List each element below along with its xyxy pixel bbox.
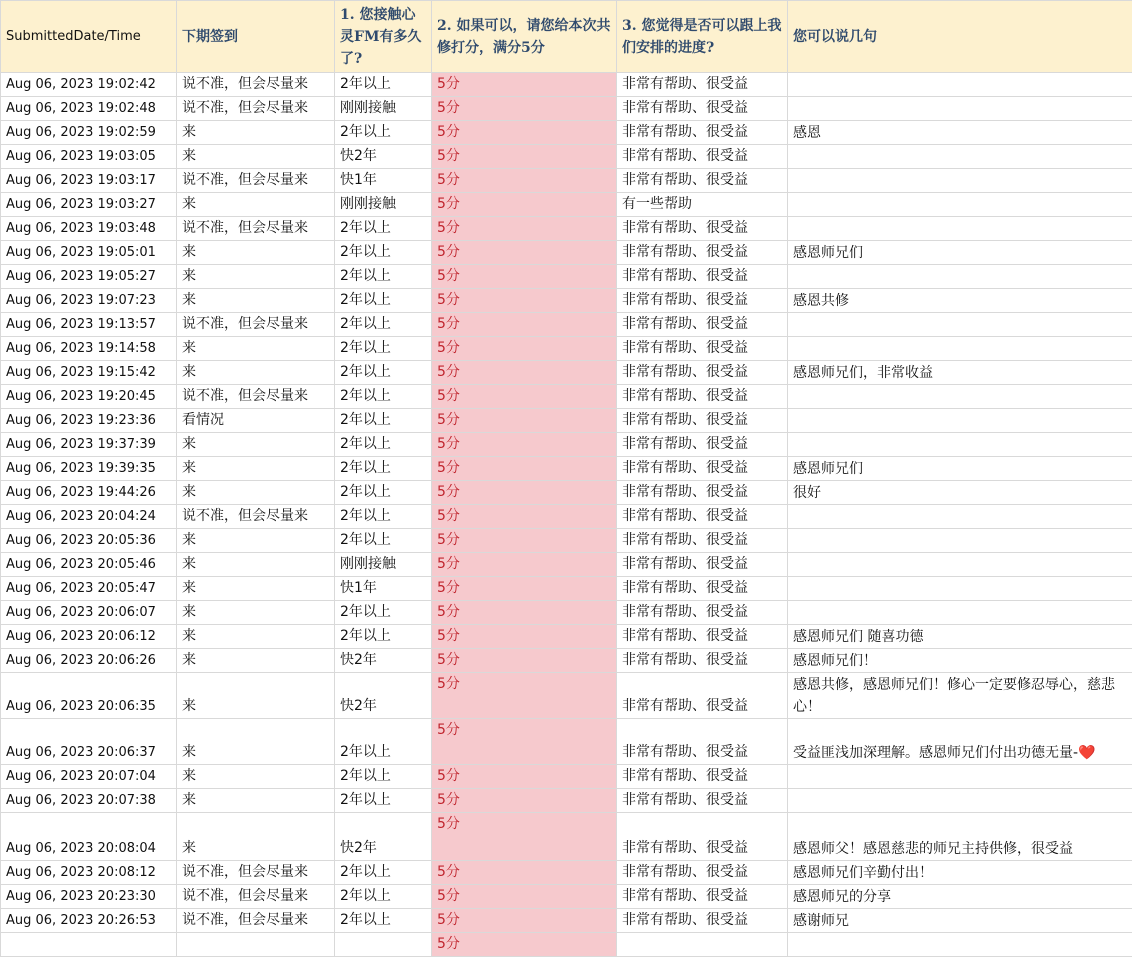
attend-cell[interactable]: 来 [177,789,335,813]
pace-cell[interactable]: 非常有帮助、很受益 [617,409,788,433]
table-row [1,217,1132,241]
table-row [1,577,1132,601]
pace-cell[interactable]: 非常有帮助、很受益 [617,265,788,289]
score-cell[interactable]: 5分 [432,625,617,649]
duration-cell[interactable]: 2年以上 [335,409,432,433]
score-cell[interactable]: 5分 [432,73,617,97]
table-row [1,909,1132,933]
comment-cell[interactable]: 感恩师兄们！ [788,649,1132,673]
attend-cell[interactable]: 来 [177,457,335,481]
table-row [1,649,1132,673]
pace-cell[interactable]: 非常有帮助、很受益 [617,505,788,529]
pace-cell[interactable]: 非常有帮助、很受益 [617,313,788,337]
pace-cell[interactable] [617,933,788,957]
attend-cell[interactable]: 说不准，但会尽量来 [177,169,335,193]
comment-cell[interactable] [788,169,1132,193]
table-row [1,97,1132,121]
duration-cell[interactable]: 2年以上 [335,361,432,385]
table-row [1,885,1132,909]
comment-cell[interactable] [788,193,1132,217]
score-cell[interactable]: 5分 [432,433,617,457]
duration-cell[interactable]: 2年以上 [335,719,432,765]
date-cell[interactable]: Aug 06, 2023 20:06:12 [1,625,177,649]
comment-cell[interactable]: 感恩师父！感恩慈悲的师兄主持供修，很受益 [788,813,1132,861]
duration-cell[interactable]: 2年以上 [335,217,432,241]
date-cell[interactable]: Aug 06, 2023 19:39:35 [1,457,177,481]
table-row [1,433,1132,457]
pace-cell[interactable]: 有一些帮助 [617,193,788,217]
duration-cell[interactable]: 快2年 [335,145,432,169]
attend-cell[interactable]: 来 [177,625,335,649]
date-cell[interactable]: Aug 06, 2023 19:37:39 [1,433,177,457]
score-cell[interactable]: 5分 [432,457,617,481]
pace-cell[interactable]: 非常有帮助、很受益 [617,337,788,361]
score-cell[interactable]: 5分 [432,289,617,313]
table-row [1,193,1132,217]
date-cell[interactable]: Aug 06, 2023 20:06:07 [1,601,177,625]
date-cell[interactable]: Aug 06, 2023 20:06:35 [1,673,177,719]
col-header-duration[interactable]: 1. 您接触心灵FM有多久了? [335,1,432,73]
score-cell[interactable]: 5分 [432,265,617,289]
duration-cell[interactable]: 2年以上 [335,885,432,909]
header-row [1,1,1132,73]
score-cell[interactable]: 5分 [432,169,617,193]
attend-cell[interactable]: 来 [177,289,335,313]
score-cell[interactable]: 5分 [432,193,617,217]
attend-cell[interactable]: 来 [177,361,335,385]
score-cell[interactable]: 5分 [432,481,617,505]
duration-cell[interactable]: 快2年 [335,813,432,861]
attend-cell[interactable]: 来 [177,241,335,265]
score-cell[interactable]: 5分 [432,719,617,765]
comment-cell[interactable] [788,73,1132,97]
pace-cell[interactable]: 非常有帮助、很受益 [617,481,788,505]
score-cell[interactable]: 5分 [432,385,617,409]
duration-cell[interactable]: 刚刚接触 [335,553,432,577]
attend-cell[interactable]: 说不准，但会尽量来 [177,861,335,885]
table-row [1,529,1132,553]
comment-cell[interactable] [788,145,1132,169]
date-cell[interactable]: Aug 06, 2023 19:05:01 [1,241,177,265]
attend-cell[interactable]: 说不准，但会尽量来 [177,385,335,409]
date-cell[interactable]: Aug 06, 2023 19:15:42 [1,361,177,385]
date-cell[interactable]: Aug 06, 2023 20:06:26 [1,649,177,673]
date-cell[interactable]: Aug 06, 2023 19:03:27 [1,193,177,217]
duration-cell[interactable]: 2年以上 [335,73,432,97]
duration-cell[interactable]: 2年以上 [335,241,432,265]
date-cell[interactable]: Aug 06, 2023 19:07:23 [1,289,177,313]
attend-cell[interactable]: 来 [177,121,335,145]
comment-cell[interactable] [788,337,1132,361]
pace-cell[interactable]: 非常有帮助、很受益 [617,577,788,601]
duration-cell[interactable]: 快1年 [335,169,432,193]
date-cell[interactable]: Aug 06, 2023 19:23:36 [1,409,177,433]
comment-cell[interactable] [788,385,1132,409]
score-cell[interactable]: 5分 [432,789,617,813]
attend-cell[interactable]: 来 [177,481,335,505]
pace-cell[interactable]: 非常有帮助、很受益 [617,673,788,719]
duration-cell[interactable]: 2年以上 [335,337,432,361]
score-cell[interactable]: 5分 [432,337,617,361]
duration-cell[interactable]: 2年以上 [335,385,432,409]
pace-cell[interactable]: 非常有帮助、很受益 [617,241,788,265]
table-row [1,145,1132,169]
duration-cell[interactable]: 2年以上 [335,313,432,337]
comment-cell[interactable]: 感恩共修 [788,289,1132,313]
col-header-pace[interactable]: 3. 您觉得是否可以跟上我们安排的进度? [617,1,788,73]
date-cell[interactable]: Aug 06, 2023 20:23:30 [1,885,177,909]
score-cell[interactable]: 5分 [432,505,617,529]
date-cell[interactable]: Aug 06, 2023 20:08:04 [1,813,177,861]
table-row [1,861,1132,885]
duration-cell[interactable]: 2年以上 [335,861,432,885]
date-cell[interactable]: Aug 06, 2023 20:05:36 [1,529,177,553]
score-cell[interactable]: 5分 [432,861,617,885]
table-row [1,505,1132,529]
pace-cell[interactable]: 非常有帮助、很受益 [617,553,788,577]
pace-cell[interactable]: 非常有帮助、很受益 [617,885,788,909]
duration-cell[interactable]: 快2年 [335,673,432,719]
table-row [1,121,1132,145]
pace-cell[interactable]: 非常有帮助、很受益 [617,145,788,169]
attend-cell[interactable]: 说不准，但会尽量来 [177,885,335,909]
duration-cell[interactable]: 2年以上 [335,505,432,529]
attend-cell[interactable] [177,933,335,957]
date-cell[interactable]: Aug 06, 2023 19:44:26 [1,481,177,505]
duration-cell[interactable]: 刚刚接触 [335,193,432,217]
comment-cell[interactable] [788,265,1132,289]
date-cell[interactable]: Aug 06, 2023 19:13:57 [1,313,177,337]
attend-cell[interactable]: 说不准，但会尽量来 [177,97,335,121]
pace-cell[interactable]: 非常有帮助、很受益 [617,909,788,933]
comment-cell[interactable]: 很好 [788,481,1132,505]
score-cell[interactable]: 5分 [432,813,617,861]
pace-cell[interactable]: 非常有帮助、很受益 [617,169,788,193]
comment-cell[interactable]: 受益匪浅加深理解。感恩师兄们付出功德无量-❤️ [788,719,1132,765]
date-cell[interactable]: Aug 06, 2023 19:14:58 [1,337,177,361]
table-row [1,719,1132,765]
attend-cell[interactable]: 来 [177,265,335,289]
score-cell[interactable]: 5分 [432,409,617,433]
score-cell[interactable]: 5分 [432,241,617,265]
attend-cell[interactable]: 说不准，但会尽量来 [177,217,335,241]
table-row [1,73,1132,97]
table-row [1,813,1132,861]
pace-cell[interactable]: 非常有帮助、很受益 [617,625,788,649]
date-cell[interactable]: Aug 06, 2023 19:03:17 [1,169,177,193]
table-row [1,169,1132,193]
attend-cell[interactable]: 来 [177,719,335,765]
score-cell[interactable]: 5分 [432,313,617,337]
pace-cell[interactable]: 非常有帮助、很受益 [617,719,788,765]
comment-cell[interactable] [788,933,1132,957]
pace-cell[interactable]: 非常有帮助、很受益 [617,457,788,481]
comment-cell[interactable]: 感恩师兄们 [788,457,1132,481]
duration-cell[interactable]: 2年以上 [335,625,432,649]
date-cell[interactable]: Aug 06, 2023 19:02:42 [1,73,177,97]
attend-cell[interactable]: 看情况 [177,409,335,433]
date-cell[interactable]: Aug 06, 2023 19:20:45 [1,385,177,409]
table-row [1,361,1132,385]
attend-cell[interactable]: 说不准，但会尽量来 [177,313,335,337]
comment-cell[interactable]: 感恩师兄们 随喜功德 [788,625,1132,649]
pace-cell[interactable]: 非常有帮助、很受益 [617,97,788,121]
table-row [1,409,1132,433]
duration-cell[interactable]: 2年以上 [335,289,432,313]
attend-cell[interactable]: 来 [177,813,335,861]
date-cell[interactable]: Aug 06, 2023 20:06:37 [1,719,177,765]
pace-cell[interactable]: 非常有帮助、很受益 [617,121,788,145]
score-cell[interactable]: 5分 [432,145,617,169]
duration-cell[interactable]: 刚刚接触 [335,97,432,121]
attend-cell[interactable]: 说不准，但会尽量来 [177,73,335,97]
duration-cell[interactable] [335,933,432,957]
duration-cell[interactable]: 2年以上 [335,121,432,145]
comment-cell[interactable] [788,789,1132,813]
table-row [1,289,1132,313]
comment-cell[interactable] [788,409,1132,433]
attend-cell[interactable]: 来 [177,193,335,217]
comment-cell[interactable]: 感恩共修，感恩师兄们！修心一定要修忍辱心，慈悲心！ [788,673,1132,719]
comment-cell[interactable]: 感恩 [788,121,1132,145]
pace-cell[interactable]: 非常有帮助、很受益 [617,361,788,385]
duration-cell[interactable]: 2年以上 [335,789,432,813]
pace-cell[interactable]: 非常有帮助、很受益 [617,789,788,813]
date-cell[interactable]: Aug 06, 2023 20:04:24 [1,505,177,529]
table-row [1,241,1132,265]
attend-cell[interactable]: 来 [177,649,335,673]
pace-cell[interactable]: 非常有帮助、很受益 [617,601,788,625]
date-cell[interactable] [1,933,177,957]
col-header-next-attend[interactable]: 下期签到 [177,1,335,73]
score-cell[interactable]: 5分 [432,765,617,789]
col-header-score[interactable]: 2. 如果可以，请您给本次共修打分，满分5分 [432,1,617,73]
pace-cell[interactable]: 非常有帮助、很受益 [617,433,788,457]
comment-cell[interactable] [788,313,1132,337]
comment-cell[interactable] [788,97,1132,121]
score-cell[interactable]: 5分 [432,121,617,145]
table-row [1,601,1132,625]
table-row [1,553,1132,577]
pace-cell[interactable]: 非常有帮助、很受益 [617,217,788,241]
date-cell[interactable]: Aug 06, 2023 20:08:12 [1,861,177,885]
attend-cell[interactable]: 说不准，但会尽量来 [177,909,335,933]
date-cell[interactable]: Aug 06, 2023 20:05:47 [1,577,177,601]
attend-cell[interactable]: 来 [177,529,335,553]
pace-cell[interactable]: 非常有帮助、很受益 [617,765,788,789]
duration-cell[interactable]: 2年以上 [335,481,432,505]
comment-cell[interactable] [788,217,1132,241]
comment-cell[interactable]: 感恩师兄的分享 [788,885,1132,909]
comment-cell[interactable] [788,601,1132,625]
pace-cell[interactable]: 非常有帮助、很受益 [617,289,788,313]
attend-cell[interactable]: 来 [177,433,335,457]
table-row [1,933,1132,957]
score-cell[interactable]: 5分 [432,673,617,719]
date-cell[interactable]: Aug 06, 2023 19:02:59 [1,121,177,145]
table-body [1,73,1132,957]
comment-cell[interactable]: 感恩师兄们 [788,241,1132,265]
table-row [1,625,1132,649]
date-cell[interactable]: Aug 06, 2023 20:26:53 [1,909,177,933]
score-cell[interactable]: 5分 [432,577,617,601]
duration-cell[interactable]: 2年以上 [335,433,432,457]
score-cell[interactable]: 5分 [432,97,617,121]
attend-cell[interactable]: 来 [177,553,335,577]
attend-cell[interactable]: 来 [177,145,335,169]
attend-cell[interactable]: 来 [177,765,335,789]
duration-cell[interactable]: 2年以上 [335,909,432,933]
comment-cell[interactable]: 感恩师兄们辛勤付出！ [788,861,1132,885]
duration-cell[interactable]: 2年以上 [335,601,432,625]
table-row [1,337,1132,361]
date-cell[interactable]: Aug 06, 2023 19:03:05 [1,145,177,169]
score-cell[interactable]: 5分 [432,217,617,241]
table-row [1,789,1132,813]
score-cell[interactable]: 5分 [432,553,617,577]
table-row [1,385,1132,409]
duration-cell[interactable]: 2年以上 [335,529,432,553]
table-row [1,765,1132,789]
pace-cell[interactable]: 非常有帮助、很受益 [617,385,788,409]
attend-cell[interactable]: 来 [177,337,335,361]
duration-cell[interactable]: 2年以上 [335,765,432,789]
date-cell[interactable]: Aug 06, 2023 20:05:46 [1,553,177,577]
comment-cell[interactable] [788,529,1132,553]
score-cell[interactable]: 5分 [432,529,617,553]
col-header-comment[interactable]: 您可以说几句 [788,1,1132,73]
comment-cell[interactable] [788,577,1132,601]
pace-cell[interactable]: 非常有帮助、很受益 [617,529,788,553]
duration-cell[interactable]: 2年以上 [335,265,432,289]
attend-cell[interactable]: 来 [177,673,335,719]
duration-cell[interactable]: 快1年 [335,577,432,601]
pace-cell[interactable]: 非常有帮助、很受益 [617,813,788,861]
comment-cell[interactable] [788,765,1132,789]
score-cell[interactable]: 5分 [432,933,617,957]
duration-cell[interactable]: 2年以上 [335,457,432,481]
date-cell[interactable]: Aug 06, 2023 20:07:04 [1,765,177,789]
attend-cell[interactable]: 来 [177,577,335,601]
pace-cell[interactable]: 非常有帮助、很受益 [617,649,788,673]
attend-cell[interactable]: 说不准，但会尽量来 [177,505,335,529]
pace-cell[interactable]: 非常有帮助、很受益 [617,73,788,97]
date-cell[interactable]: Aug 06, 2023 19:02:48 [1,97,177,121]
heart-icon: ❤️ [1078,745,1095,761]
col-header-submitted[interactable]: SubmittedDate/Time [1,1,177,73]
table-row [1,265,1132,289]
score-cell[interactable]: 5分 [432,601,617,625]
attend-cell[interactable]: 来 [177,601,335,625]
table-row [1,481,1132,505]
date-cell[interactable]: Aug 06, 2023 19:05:27 [1,265,177,289]
comment-cell[interactable] [788,505,1132,529]
score-cell[interactable]: 5分 [432,885,617,909]
duration-cell[interactable]: 快2年 [335,649,432,673]
date-cell[interactable]: Aug 06, 2023 20:07:38 [1,789,177,813]
pace-cell[interactable]: 非常有帮助、很受益 [617,861,788,885]
comment-cell[interactable]: 感谢师兄 [788,909,1132,933]
table-row [1,673,1132,719]
comment-cell[interactable] [788,553,1132,577]
score-cell[interactable]: 5分 [432,361,617,385]
table-row [1,313,1132,337]
score-cell[interactable]: 5分 [432,649,617,673]
comment-cell[interactable]: 感恩师兄们，非常收益 [788,361,1132,385]
score-cell[interactable]: 5分 [432,909,617,933]
comment-cell[interactable] [788,433,1132,457]
date-cell[interactable]: Aug 06, 2023 19:03:48 [1,217,177,241]
table-row [1,457,1132,481]
